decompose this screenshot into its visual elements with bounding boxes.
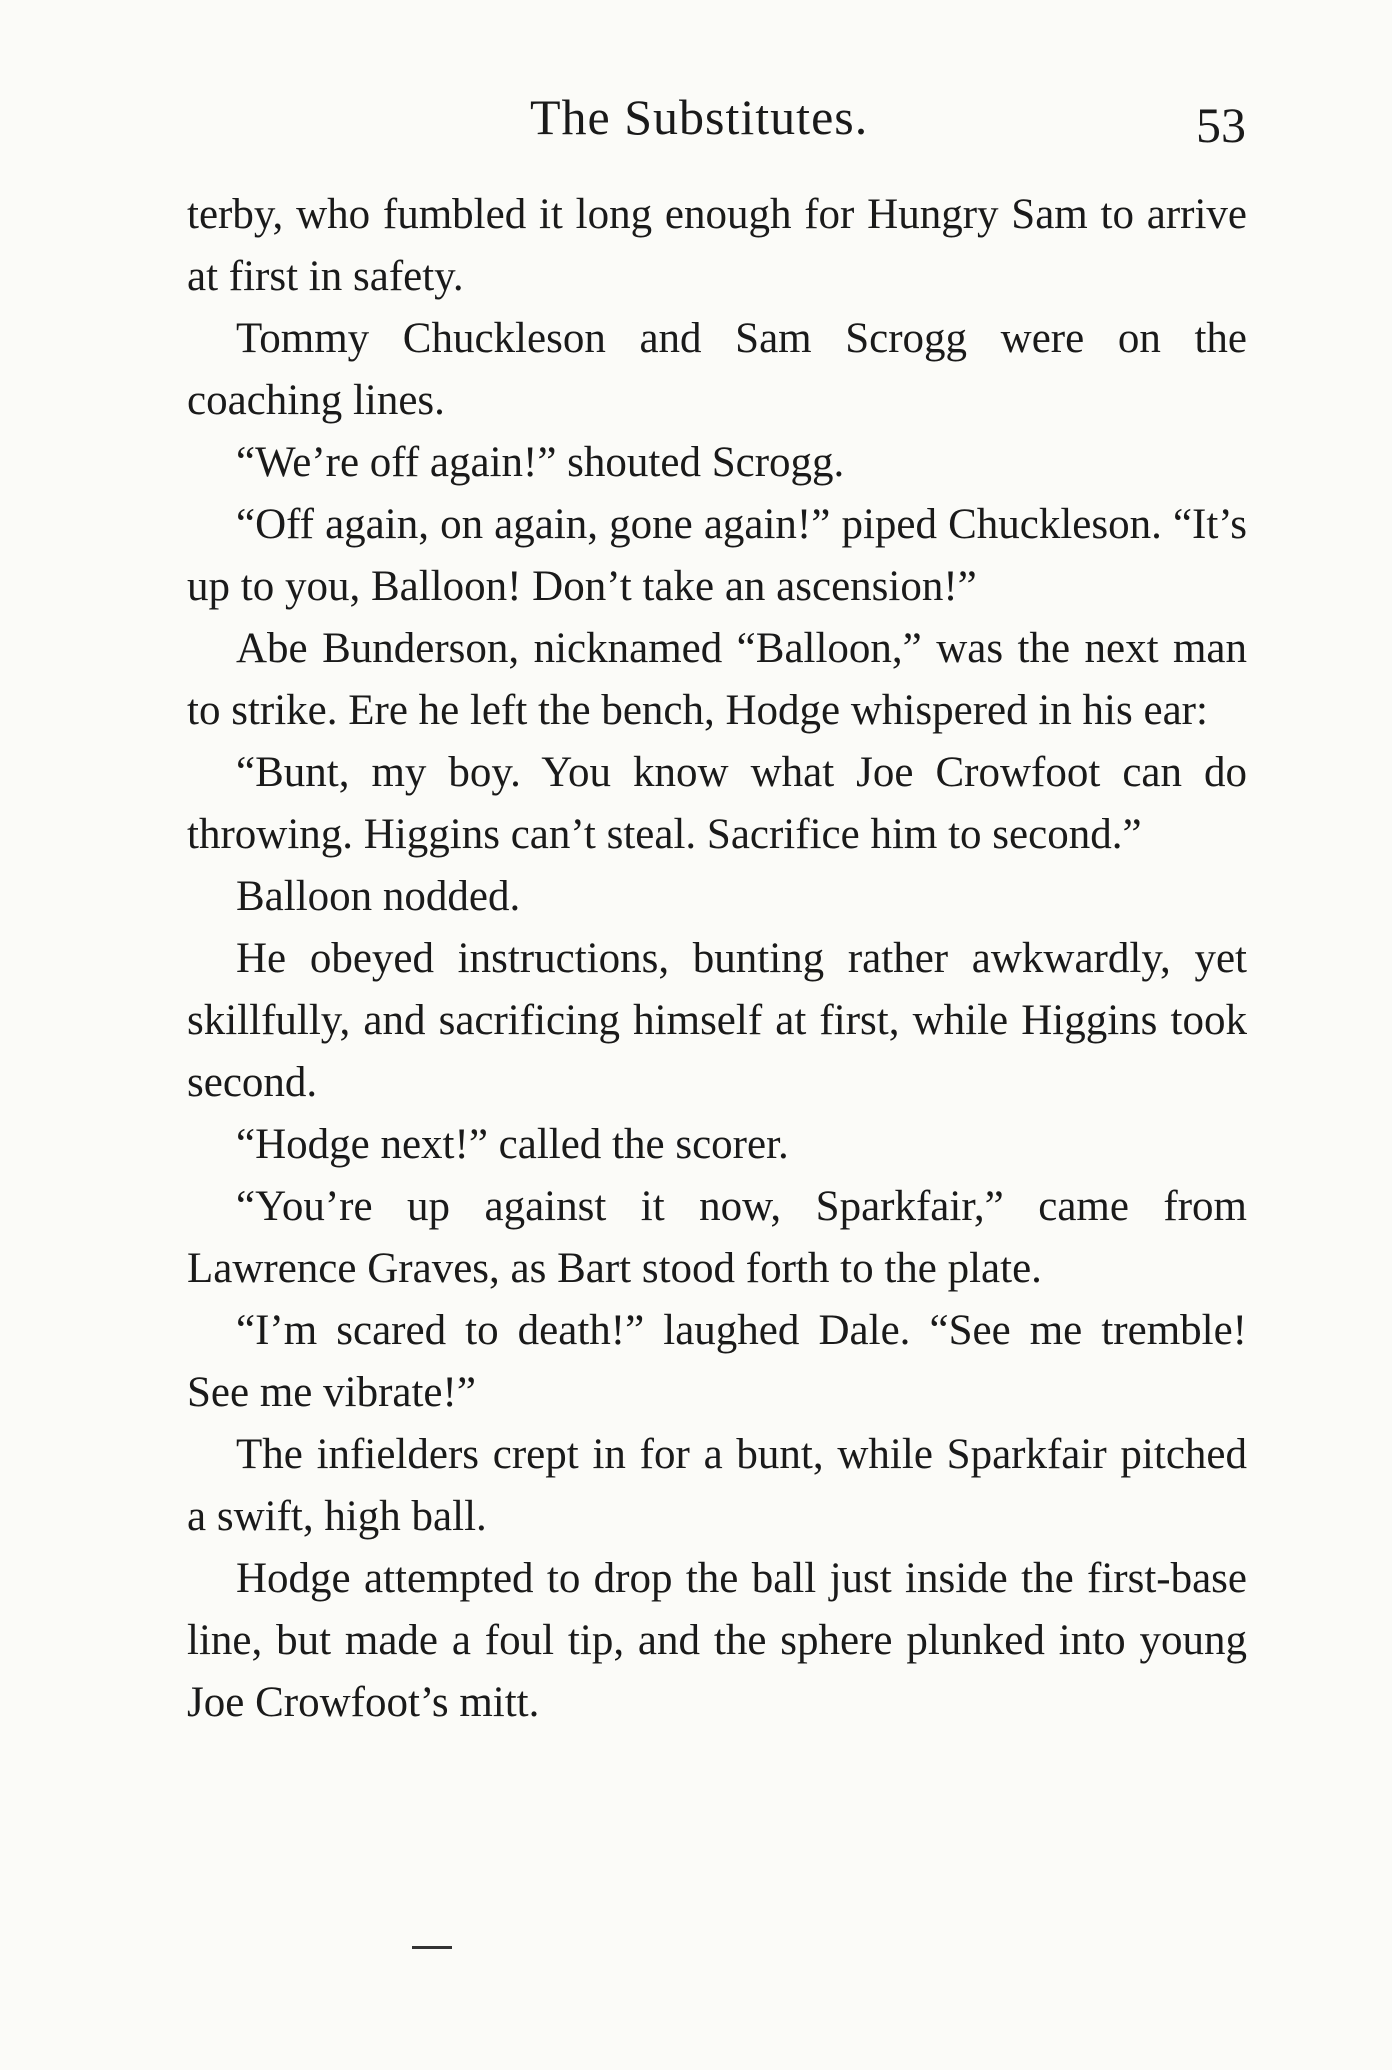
running-head xyxy=(0,88,1392,158)
paragraph: “Off again, on again, gone again!” piped Chuckleson. “It’s up to you, Balloon! Don’t take an ascension!” xyxy=(187,501,1247,610)
bottom-rule xyxy=(412,1946,452,1949)
paragraph: “Hodge next!” called the scorer. xyxy=(236,1121,789,1168)
body-text xyxy=(187,184,1247,1734)
paragraph: “Bunt, my boy. You know what Joe Crowfoot can do throwing. Higgins can’t steal. Sacrifice him to second.” xyxy=(187,749,1247,858)
paragraph: Hodge attempted to drop the ball just inside the first-base line, but made a foul tip, and the sphere plunked into young Joe Crowfoot’s mitt. xyxy=(187,1555,1247,1726)
paragraph: terby, who fumbled it long enough for Hungry Sam to arrive at first in safety. xyxy=(187,191,1247,300)
paragraph: “We’re off again!” shouted Scrogg. xyxy=(236,439,845,486)
paragraph: He obeyed instructions, bunting rather awkwardly, yet skillfully, and sacrificing himself at first, while Higgins took second. xyxy=(187,935,1247,1106)
paragraph: Abe Bunderson, nicknamed “Balloon,” was the next man to strike. Ere he left the bench, Hodge whispered in his ear: xyxy=(187,625,1247,734)
paragraph: “You’re up against it now, Sparkfair,” came from Lawrence Graves, as Bart stood forth to the plate. xyxy=(187,1183,1247,1292)
paragraph: “I’m scared to death!” laughed Dale. “See me tremble! See me vibrate!” xyxy=(187,1307,1247,1416)
page-number: 53 xyxy=(1196,97,1246,153)
paragraph: The infielders crept in for a bunt, while Sparkfair pitched a swift, high ball. xyxy=(187,1431,1247,1540)
paragraph: Balloon nodded. xyxy=(236,873,521,920)
running-head-title: The Substitutes. xyxy=(530,89,869,145)
paragraph: Tommy Chuckleson and Sam Scrogg were on the coaching lines. xyxy=(187,315,1247,424)
